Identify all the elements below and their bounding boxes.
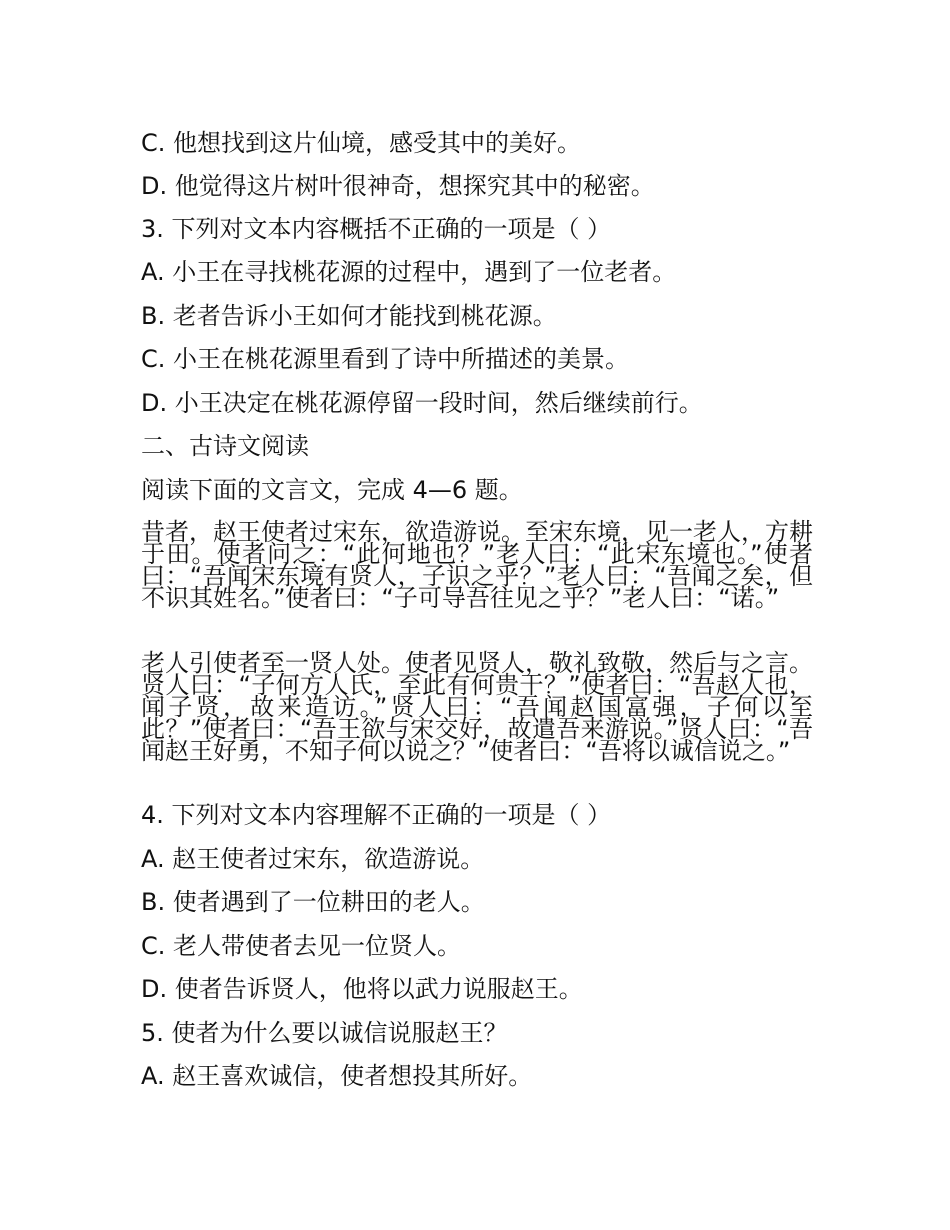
reading-instruction: 阅读下面的文言文，完成 4—6 题。: [141, 476, 523, 504]
q3-option-a: A. 小王在寻找桃花源的过程中，遇到了一位老者。: [141, 258, 677, 286]
q2-option-c: C. 他想找到这片仙境，感受其中的美好。: [141, 129, 582, 157]
q4-option-b: B. 使者遇到了一位耕田的老人。: [141, 888, 485, 916]
q4-stem: 4. 下列对文本内容理解不正确的一项是（ ）: [141, 801, 612, 829]
q3-option-c: C. 小王在桃花源里看到了诗中所描述的美景。: [141, 345, 630, 373]
q2-option-d: D. 他觉得这片树叶很神奇，想探究其中的秘密。: [141, 172, 655, 200]
classical-passage-paragraph-2: 老人引使者至一贤人处。使者见贤人，敬礼致敬，然后与之言。贤人曰：“子何方人氏，至此有何贵干？”使者曰：“吾赵人也，闻子贤，故来造访。”贤人曰：“吾闻赵国富强，子何以至此？”使者曰：“吾王欲与宋交好，故遣吾来游说。”贤人曰：“吾闻赵王好勇，不知子何以说之？”使者曰：“吾将以诚信说之。”: [141, 649, 813, 765]
q5-stem: 5. 使者为什么要以诚信说服赵王？: [141, 1019, 508, 1047]
q4-option-a: A. 赵王使者过宋东，欲造游说。: [141, 845, 485, 873]
classical-passage-paragraph-1: 昔者，赵王使者过宋东，欲造游说。至宋东境，见一老人，方耕于田。使者问之：“此何地也？”老人曰：“此宋东境也。”使者曰：“吾闻宋东境有贤人，子识之乎？”老人曰：“吾闻之矣，但不识其姓名。”使者曰：“子可导吾往见之乎？”老人曰：“诺。”: [141, 518, 813, 612]
q3-option-d: D. 小王决定在桃花源停留一段时间，然后继续前行。: [141, 389, 703, 417]
q3-stem: 3. 下列对文本内容概括不正确的一项是（ ）: [141, 215, 612, 243]
q3-option-b: B. 老者告诉小王如何才能找到桃花源。: [141, 302, 557, 330]
section-heading: 二、古诗文阅读: [141, 432, 309, 460]
q4-option-c: C. 老人带使者去见一位贤人。: [141, 932, 462, 960]
q5-option-a: A. 赵王喜欢诚信，使者想投其所好。: [141, 1062, 533, 1090]
q4-option-d: D. 使者告诉贤人，他将以武力说服赵王。: [141, 975, 583, 1003]
